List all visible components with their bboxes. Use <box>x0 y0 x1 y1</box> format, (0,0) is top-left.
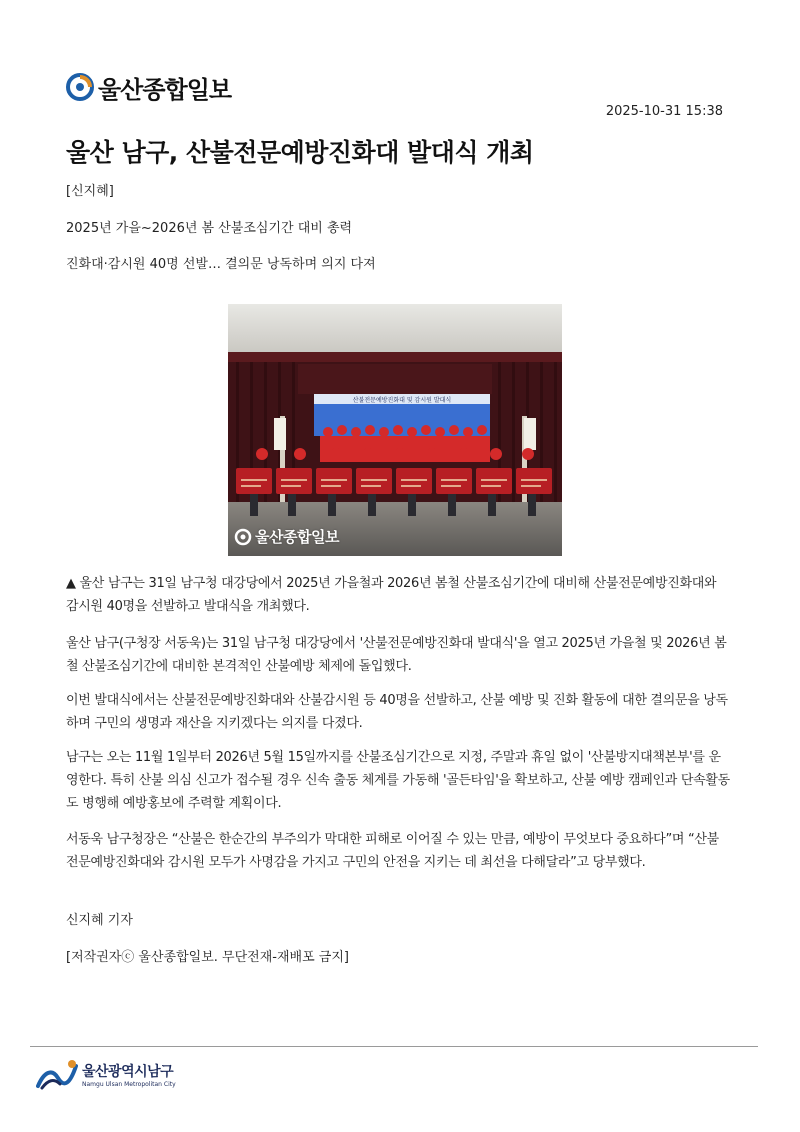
copyright: [저작권자ⓒ 울산종합일보. 무단전재-재배포 금지] <box>66 950 349 965</box>
article-photo <box>228 304 562 556</box>
newspaper-logo-icon <box>66 73 94 101</box>
paragraph-4: 남구는 오는 11월 1일부터 2026년 5월 15일까지를 산불조심기간으로 지정, 주말과 휴일 없이 '산불방지대책본부'를 운영한다. 특히 산불 의심 신고가 접수될 경우 신속 출동 체계를 가동해 '골든타임'을 확보하고, 산불 예방 캠페인과 단속활동도 병행해 예방홍보에 주력할 계획이다. <box>66 750 730 811</box>
subhead-1: 2025년 가을~2026년 봄 산불조심기간 대비 총력 <box>66 221 353 236</box>
masthead-name: 울산종합일보 <box>98 75 232 104</box>
photo-watermark <box>234 526 339 547</box>
paragraph-5: 서동욱 남구청장은 “산불은 한순간의 부주의가 막대한 피해로 이어질 수 있는 만큼, 예방이 무엇보다 중요하다”며 “산불전문예방진화대와 감시원 모두가 사명감을 가지고 구민의 안전을 지키는 데 최선을 다해달라”고 당부했다. <box>66 832 719 870</box>
paragraph-1: ▲ 울산 남구는 31일 남구청 대강당에서 2025년 가을철과 2026년 봄철 산불조심기간에 대비해 산불전문예방진화대와 감시원 40명을 선발하고 발대식을 개최했다. <box>66 576 717 614</box>
paragraph-3: 이번 발대식에서는 산불전문예방진화대와 산불감시원 등 40명을 선발하고, 산불 예방 및 진화 활동에 대한 결의문을 낭독하며 구민의 생명과 재산을 지키겠다는 의지를 다졌다. <box>66 693 728 731</box>
footer-divider <box>30 1046 758 1047</box>
byline: [신지혜] <box>66 184 114 199</box>
watermark-text: 울산종합일보 <box>255 528 339 546</box>
reporter: 신지혜 기자 <box>66 913 133 928</box>
photo-banner-text: 산불전문예방진화대 및 감시원 발대식 <box>352 397 452 404</box>
namgu-logo-icon <box>36 1058 78 1090</box>
masthead <box>66 72 231 102</box>
footer-logo <box>36 1058 176 1090</box>
paragraph-2: 울산 남구(구청장 서동욱)는 31일 남구청 대강당에서 '산불전문예방진화대 발대식'을 열고 2025년 가을철 및 2026년 봄철 산불조심기간에 대비한 본격적인 산불예방 체제에 돌입했다. <box>66 636 727 674</box>
footer-org-subtitle: Namgu Ulsan Metropolitan City <box>82 1080 176 1088</box>
watermark-logo-icon <box>234 528 252 546</box>
article-headline: 울산 남구, 산불전문예방진화대 발대식 개최 <box>66 138 534 167</box>
subhead-2: 진화대·감시원 40명 선발… 결의문 낭독하며 의지 다져 <box>66 257 376 272</box>
footer-org-name: 울산광역시남구 <box>82 1063 174 1080</box>
article-datetime: 2025-10-31 15:38 <box>605 104 723 119</box>
